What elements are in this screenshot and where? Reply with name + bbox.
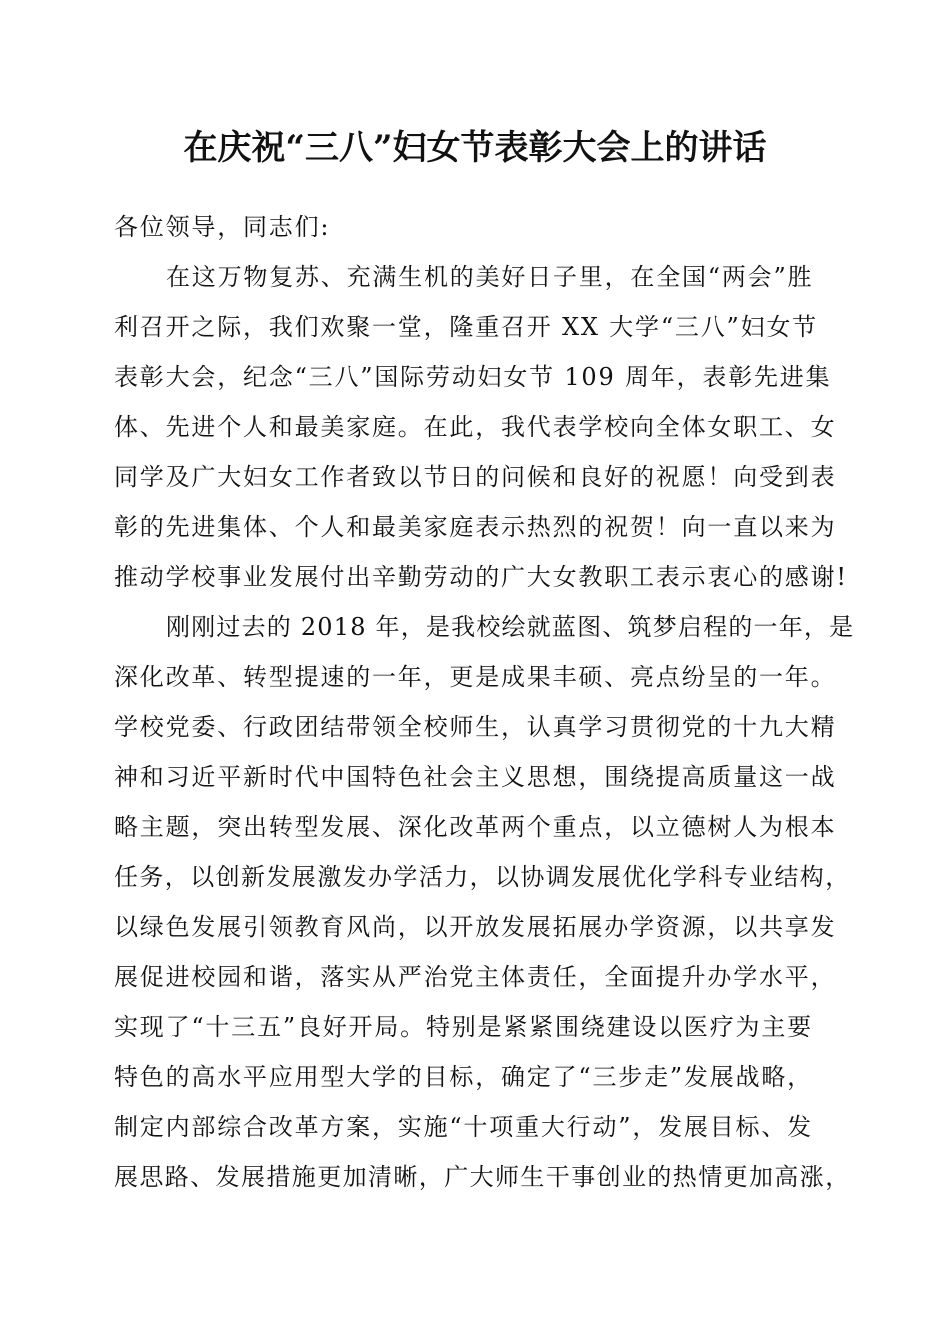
text-line: 表彰大会，纪念“三八”国际劳动妇女节 109 周年，表彰先进集 (114, 363, 832, 391)
text-line: 利召开之际，我们欢聚一堂，隆重召开 XX 大学“三八”妇女节 (114, 313, 818, 341)
text-line: 深化改革、转型提速的一年，更是成果丰硕、亮点纷呈的一年。 (114, 663, 837, 691)
text-line: 学校党委、行政团结带领全校师生，认真学习贯彻党的十九大精 (114, 713, 837, 741)
text-line: 任务，以创新发展激发办学活力，以协调发展优化学科专业结构， (114, 863, 851, 891)
text-line: 特色的高水平应用型大学的目标，确定了“三步走”发展战略， (114, 1063, 813, 1091)
text-line: 展促进校园和谐，落实从严治党主体责任，全面提升办学水平， (114, 963, 837, 991)
text-line: 彰的先进集体、个人和最美家庭表示热烈的祝贺！向一直以来为 (114, 513, 837, 541)
text-line: 实现了“十三五”良好开局。特别是紧紧围绕建设以医疗为主要 (114, 1013, 813, 1041)
text-line: 制定内部综合改革方案，实施“十项重大行动”，发展目标、发 (114, 1113, 813, 1141)
document-title: 在庆祝“三八”妇女节表彰大会上的讲话 (183, 128, 767, 168)
document-body (114, 202, 854, 1202)
text-line: 体、先进个人和最美家庭。在此，我代表学校向全体女职工、女 (114, 413, 837, 441)
text-line: 各位领导，同志们: (114, 213, 331, 241)
text-line: 展思路、发展措施更加清晰，广大师生干事创业的热情更加高涨， (114, 1163, 851, 1191)
text-line: 推动学校事业发展付出辛勤劳动的广大女教职工表示衷心的感谢! (114, 563, 848, 591)
text-line: 神和习近平新时代中国特色社会主义思想，围绕提高质量这一战 (114, 763, 837, 791)
paragraph-first-line: 刚刚过去的 2018 年，是我校绘就蓝图、筑梦启程的一年，是 (166, 613, 855, 641)
text-line: 以绿色发展引领教育风尚，以开放发展拓展办学资源，以共享发 (114, 913, 837, 941)
paragraph-first-line: 在这万物复苏、充满生机的美好日子里，在全国“两会”胜 (166, 263, 814, 291)
text-line: 略主题，突出转型发展、深化改革两个重点，以立德树人为根本 (114, 813, 837, 841)
text-line: 同学及广大妇女工作者致以节日的问候和良好的祝愿！向受到表 (114, 463, 837, 491)
